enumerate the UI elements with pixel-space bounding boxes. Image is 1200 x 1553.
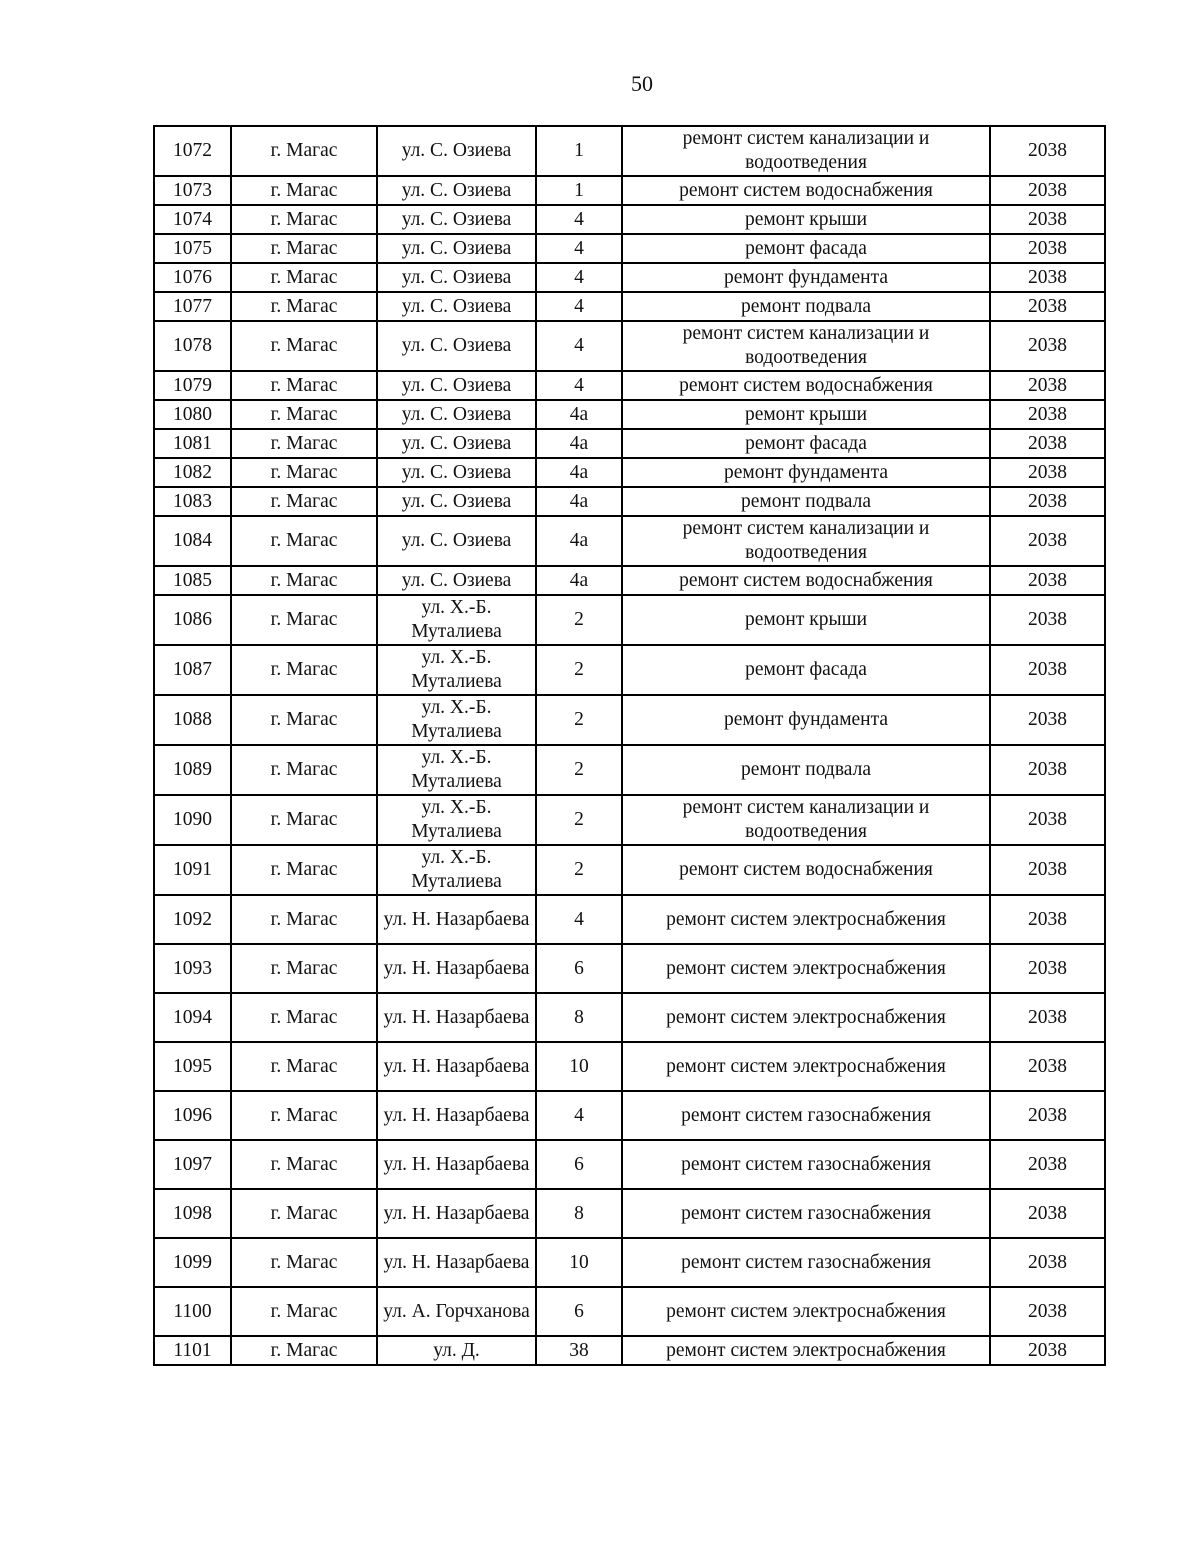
city-cell: г. Магас <box>231 234 377 263</box>
table-row <box>154 1091 1105 1140</box>
table-body <box>154 126 1105 1365</box>
street-cell: ул. С. Озиева <box>377 234 536 263</box>
year-cell: 2038 <box>990 205 1105 234</box>
house-number-cell: 2 <box>536 695 622 745</box>
row-number-cell: 1097 <box>154 1140 231 1189</box>
row-number-cell: 1086 <box>154 595 231 645</box>
house-number-cell: 4 <box>536 321 622 371</box>
row-number-cell: 1078 <box>154 321 231 371</box>
row-number-cell: 1091 <box>154 845 231 895</box>
work-type-cell: ремонт крыши <box>622 400 990 429</box>
row-number-cell: 1077 <box>154 292 231 321</box>
table-row <box>154 516 1105 566</box>
street-cell: ул. Н. Назарбаева <box>377 1091 536 1140</box>
house-number-cell: 4 <box>536 205 622 234</box>
row-number-cell: 1076 <box>154 263 231 292</box>
work-type-cell: ремонт систем электроснабжения <box>622 993 990 1042</box>
year-cell: 2038 <box>990 1336 1105 1365</box>
city-cell: г. Магас <box>231 645 377 695</box>
city-cell: г. Магас <box>231 795 377 845</box>
year-cell: 2038 <box>990 263 1105 292</box>
year-cell: 2038 <box>990 993 1105 1042</box>
table-row <box>154 487 1105 516</box>
row-number-cell: 1099 <box>154 1238 231 1287</box>
row-number-cell: 1096 <box>154 1091 231 1140</box>
year-cell: 2038 <box>990 458 1105 487</box>
year-cell: 2038 <box>990 234 1105 263</box>
house-number-cell: 4 <box>536 234 622 263</box>
table-row <box>154 292 1105 321</box>
year-cell: 2038 <box>990 645 1105 695</box>
table-row <box>154 566 1105 595</box>
street-cell: ул. С. Озиева <box>377 566 536 595</box>
street-cell: ул. Н. Назарбаева <box>377 1238 536 1287</box>
table-row <box>154 645 1105 695</box>
city-cell: г. Магас <box>231 1336 377 1365</box>
work-type-cell: ремонт систем газоснабжения <box>622 1091 990 1140</box>
row-number-cell: 1081 <box>154 429 231 458</box>
table-row <box>154 795 1105 845</box>
street-cell: ул. Х.-Б. Муталиева <box>377 795 536 845</box>
street-cell: ул. Х.-Б. Муталиева <box>377 745 536 795</box>
work-type-cell: ремонт фасада <box>622 234 990 263</box>
year-cell: 2038 <box>990 1189 1105 1238</box>
table-row <box>154 400 1105 429</box>
house-number-cell: 8 <box>536 993 622 1042</box>
year-cell: 2038 <box>990 126 1105 176</box>
city-cell: г. Магас <box>231 566 377 595</box>
row-number-cell: 1073 <box>154 176 231 205</box>
city-cell: г. Магас <box>231 595 377 645</box>
work-type-cell: ремонт фундамента <box>622 263 990 292</box>
year-cell: 2038 <box>990 321 1105 371</box>
row-number-cell: 1090 <box>154 795 231 845</box>
work-type-cell: ремонт фундамента <box>622 695 990 745</box>
street-cell: ул. С. Озиева <box>377 321 536 371</box>
street-cell: ул. Х.-Б. Муталиева <box>377 595 536 645</box>
page-number: 50 <box>631 71 653 96</box>
city-cell: г. Магас <box>231 845 377 895</box>
table-row <box>154 263 1105 292</box>
table-row <box>154 944 1105 993</box>
row-number-cell: 1083 <box>154 487 231 516</box>
city-cell: г. Магас <box>231 487 377 516</box>
work-type-cell: ремонт крыши <box>622 595 990 645</box>
city-cell: г. Магас <box>231 516 377 566</box>
row-number-cell: 1084 <box>154 516 231 566</box>
city-cell: г. Магас <box>231 944 377 993</box>
street-cell: ул. Н. Назарбаева <box>377 895 536 944</box>
work-type-cell: ремонт систем электроснабжения <box>622 1042 990 1091</box>
table-row <box>154 234 1105 263</box>
table-row <box>154 1287 1105 1336</box>
city-cell: г. Магас <box>231 458 377 487</box>
work-type-cell: ремонт систем канализации и водоотведения <box>622 516 990 566</box>
year-cell: 2038 <box>990 176 1105 205</box>
street-cell: ул. А. Горчханова <box>377 1287 536 1336</box>
table-row <box>154 1140 1105 1189</box>
city-cell: г. Магас <box>231 745 377 795</box>
house-number-cell: 6 <box>536 1287 622 1336</box>
work-type-cell: ремонт фундамента <box>622 458 990 487</box>
street-cell: ул. С. Озиева <box>377 516 536 566</box>
year-cell: 2038 <box>990 516 1105 566</box>
work-type-cell: ремонт систем канализации и водоотведения <box>622 126 990 176</box>
row-number-cell: 1087 <box>154 645 231 695</box>
year-cell: 2038 <box>990 795 1105 845</box>
city-cell: г. Магас <box>231 993 377 1042</box>
row-number-cell: 1074 <box>154 205 231 234</box>
house-number-cell: 1 <box>536 126 622 176</box>
house-number-cell: 4а <box>536 400 622 429</box>
year-cell: 2038 <box>990 1287 1105 1336</box>
city-cell: г. Магас <box>231 400 377 429</box>
year-cell: 2038 <box>990 292 1105 321</box>
year-cell: 2038 <box>990 595 1105 645</box>
year-cell: 2038 <box>990 845 1105 895</box>
house-number-cell: 4 <box>536 292 622 321</box>
work-type-cell: ремонт систем электроснабжения <box>622 944 990 993</box>
city-cell: г. Магас <box>231 1042 377 1091</box>
house-number-cell: 10 <box>536 1042 622 1091</box>
street-cell: ул. Н. Назарбаева <box>377 944 536 993</box>
row-number-cell: 1098 <box>154 1189 231 1238</box>
work-type-cell: ремонт систем канализации и водоотведения <box>622 321 990 371</box>
work-type-cell: ремонт систем водоснабжения <box>622 566 990 595</box>
house-number-cell: 4а <box>536 566 622 595</box>
city-cell: г. Магас <box>231 263 377 292</box>
city-cell: г. Магас <box>231 429 377 458</box>
city-cell: г. Магас <box>231 1238 377 1287</box>
table-row <box>154 1336 1105 1365</box>
year-cell: 2038 <box>990 1091 1105 1140</box>
work-type-cell: ремонт подвала <box>622 487 990 516</box>
street-cell: ул. С. Озиева <box>377 263 536 292</box>
work-type-cell: ремонт систем канализации и водоотведения <box>622 795 990 845</box>
table-row <box>154 895 1105 944</box>
city-cell: г. Магас <box>231 205 377 234</box>
year-cell: 2038 <box>990 487 1105 516</box>
repair-schedule-table <box>153 125 1106 1366</box>
house-number-cell: 6 <box>536 944 622 993</box>
city-cell: г. Магас <box>231 1091 377 1140</box>
work-type-cell: ремонт крыши <box>622 205 990 234</box>
row-number-cell: 1089 <box>154 745 231 795</box>
work-type-cell: ремонт систем электроснабжения <box>622 1336 990 1365</box>
street-cell: ул. С. Озиева <box>377 292 536 321</box>
house-number-cell: 4а <box>536 487 622 516</box>
row-number-cell: 1080 <box>154 400 231 429</box>
house-number-cell: 10 <box>536 1238 622 1287</box>
table-row <box>154 993 1105 1042</box>
table-row <box>154 205 1105 234</box>
street-cell: ул. Д. <box>377 1336 536 1365</box>
table-row <box>154 458 1105 487</box>
house-number-cell: 4 <box>536 263 622 292</box>
street-cell: ул. Н. Назарбаева <box>377 1189 536 1238</box>
row-number-cell: 1093 <box>154 944 231 993</box>
city-cell: г. Магас <box>231 895 377 944</box>
work-type-cell: ремонт систем водоснабжения <box>622 845 990 895</box>
table-row <box>154 845 1105 895</box>
year-cell: 2038 <box>990 895 1105 944</box>
street-cell: ул. Н. Назарбаева <box>377 1042 536 1091</box>
row-number-cell: 1095 <box>154 1042 231 1091</box>
city-cell: г. Магас <box>231 176 377 205</box>
city-cell: г. Магас <box>231 1140 377 1189</box>
table-row <box>154 176 1105 205</box>
table-row <box>154 371 1105 400</box>
year-cell: 2038 <box>990 695 1105 745</box>
house-number-cell: 2 <box>536 745 622 795</box>
year-cell: 2038 <box>990 566 1105 595</box>
row-number-cell: 1075 <box>154 234 231 263</box>
house-number-cell: 2 <box>536 845 622 895</box>
street-cell: ул. С. Озиева <box>377 176 536 205</box>
work-type-cell: ремонт систем газоснабжения <box>622 1140 990 1189</box>
city-cell: г. Магас <box>231 695 377 745</box>
work-type-cell: ремонт систем водоснабжения <box>622 176 990 205</box>
work-type-cell: ремонт систем газоснабжения <box>622 1238 990 1287</box>
house-number-cell: 4 <box>536 371 622 400</box>
table-row <box>154 321 1105 371</box>
year-cell: 2038 <box>990 371 1105 400</box>
year-cell: 2038 <box>990 429 1105 458</box>
row-number-cell: 1100 <box>154 1287 231 1336</box>
row-number-cell: 1082 <box>154 458 231 487</box>
city-cell: г. Магас <box>231 371 377 400</box>
street-cell: ул. С. Озиева <box>377 487 536 516</box>
house-number-cell: 4 <box>536 1091 622 1140</box>
street-cell: ул. Х.-Б. Муталиева <box>377 845 536 895</box>
table-row <box>154 745 1105 795</box>
street-cell: ул. С. Озиева <box>377 429 536 458</box>
table-row <box>154 126 1105 176</box>
work-type-cell: ремонт фасада <box>622 429 990 458</box>
city-cell: г. Магас <box>231 126 377 176</box>
city-cell: г. Магас <box>231 292 377 321</box>
house-number-cell: 6 <box>536 1140 622 1189</box>
house-number-cell: 2 <box>536 795 622 845</box>
house-number-cell: 2 <box>536 645 622 695</box>
street-cell: ул. Н. Назарбаева <box>377 1140 536 1189</box>
row-number-cell: 1094 <box>154 993 231 1042</box>
street-cell: ул. С. Озиева <box>377 126 536 176</box>
street-cell: ул. Х.-Б. Муталиева <box>377 645 536 695</box>
year-cell: 2038 <box>990 1140 1105 1189</box>
house-number-cell: 4 <box>536 895 622 944</box>
table-row <box>154 1042 1105 1091</box>
table-row <box>154 695 1105 745</box>
work-type-cell: ремонт подвала <box>622 292 990 321</box>
street-cell: ул. С. Озиева <box>377 371 536 400</box>
row-number-cell: 1088 <box>154 695 231 745</box>
street-cell: ул. С. Озиева <box>377 205 536 234</box>
work-type-cell: ремонт систем электроснабжения <box>622 895 990 944</box>
row-number-cell: 1072 <box>154 126 231 176</box>
city-cell: г. Магас <box>231 1287 377 1336</box>
year-cell: 2038 <box>990 1042 1105 1091</box>
street-cell: ул. С. Озиева <box>377 400 536 429</box>
work-type-cell: ремонт систем водоснабжения <box>622 371 990 400</box>
work-type-cell: ремонт систем электроснабжения <box>622 1287 990 1336</box>
row-number-cell: 1079 <box>154 371 231 400</box>
year-cell: 2038 <box>990 1238 1105 1287</box>
work-type-cell: ремонт фасада <box>622 645 990 695</box>
table-row <box>154 429 1105 458</box>
house-number-cell: 4а <box>536 458 622 487</box>
work-type-cell: ремонт подвала <box>622 745 990 795</box>
house-number-cell: 1 <box>536 176 622 205</box>
table-row <box>154 1189 1105 1238</box>
house-number-cell: 38 <box>536 1336 622 1365</box>
street-cell: ул. Х.-Б. Муталиева <box>377 695 536 745</box>
street-cell: ул. С. Озиева <box>377 458 536 487</box>
row-number-cell: 1085 <box>154 566 231 595</box>
year-cell: 2038 <box>990 944 1105 993</box>
table-row <box>154 1238 1105 1287</box>
row-number-cell: 1092 <box>154 895 231 944</box>
house-number-cell: 4а <box>536 429 622 458</box>
year-cell: 2038 <box>990 745 1105 795</box>
street-cell: ул. Н. Назарбаева <box>377 993 536 1042</box>
work-type-cell: ремонт систем газоснабжения <box>622 1189 990 1238</box>
row-number-cell: 1101 <box>154 1336 231 1365</box>
city-cell: г. Магас <box>231 321 377 371</box>
house-number-cell: 4а <box>536 516 622 566</box>
year-cell: 2038 <box>990 400 1105 429</box>
house-number-cell: 2 <box>536 595 622 645</box>
table-row <box>154 595 1105 645</box>
city-cell: г. Магас <box>231 1189 377 1238</box>
house-number-cell: 8 <box>536 1189 622 1238</box>
